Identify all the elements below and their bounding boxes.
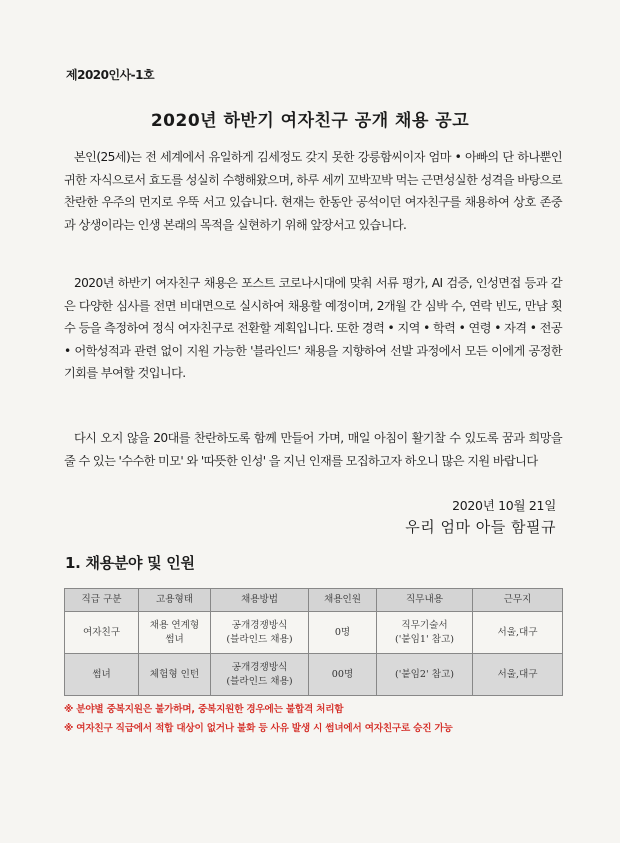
signer-name: 우리 엄마 아들 함필규 <box>405 518 556 536</box>
recruitment-table <box>64 588 563 696</box>
section-title-recruitment: 1. 채용분야 및 인원 <box>65 554 195 572</box>
header-rank: 직급 구분 <box>65 589 139 612</box>
cell-method: 공개경쟁방식 (블라인드 채용) <box>211 612 309 654</box>
cell-rank: 여자친구 <box>65 612 139 654</box>
header-employment-type: 고용형태 <box>139 589 211 612</box>
cell-rank: 썸녀 <box>65 654 139 696</box>
header-duties: 직무내용 <box>377 589 473 612</box>
cell-duties: ('붙임2' 참고) <box>377 654 473 696</box>
table-header-row <box>65 589 563 612</box>
cell-location: 서울,대구 <box>473 654 563 696</box>
cell-headcount: 0명 <box>309 612 377 654</box>
notes <box>64 700 584 738</box>
header-headcount: 채용인원 <box>309 589 377 612</box>
page-title: 2020년 하반기 여자친구 공개 채용 공고 <box>150 111 470 131</box>
document-number: 제2020인사-1호 <box>66 68 155 82</box>
header-method: 채용방법 <box>211 589 309 612</box>
cell-headcount: 00명 <box>309 654 377 696</box>
announcement-date: 2020년 10월 21일 <box>452 498 556 513</box>
note-promotion: ※ 여자친구 직급에서 적합 대상이 없거나 불화 등 사유 발생 시 썸녀에서 여자친구로 승진 가능 <box>64 723 453 734</box>
cell-method: 공개경쟁방식 (블라인드 채용) <box>211 654 309 696</box>
process-paragraph: 2020년 하반기 여자친구 채용은 포스트 코로나시대에 맞춰 서류 평가, AI 검증, 인성면접 등과 같은 다양한 심사를 전면 비대면으로 실시하여 채용할 예정이며, 2개월 간 심박 수, 연락 빈도, 만남 횟수 등을 측정하여 정식 여자친구로 전환할 계획입니다. 또한 경력 • 지역 • 학력 • 연령 • 자격 • 전공 • 어학성적과 관련 없이 지원 가능한 '블라인드' 채용을 지향하여 선발 과정에서 모든 이에게 공정한 기회를 부여할 것입니다. <box>64 276 562 381</box>
cell-employment-type: 체험형 인턴 <box>139 654 211 696</box>
closing-paragraph: 다시 오지 않을 20대를 찬란하도록 함께 만들어 가며, 매일 아침이 활기찰 수 있도록 꿈과 희망을 줄 수 있는 '수수한 미모' 와 '따뜻한 인성' 을 지닌 인재를 모집하고자 하오니 많은 지원 바랍니다 <box>64 431 562 468</box>
intro-paragraph: 본인(25세)는 전 세계에서 유일하게 김세정도 갖지 못한 강릉함씨이자 엄마 • 아빠의 단 하나뿐인 귀한 자식으로서 효도를 성실히 수행해왔으며, 하루 세끼 꼬박꼬박 먹는 근면성실한 성격을 바탕으로 찬란한 우주의 먼지로 우뚝 서고 있습니다. 현재는 한동안 공석이던 여자친구를 채용하여 상호 존중과 상생이라는 인생 본래의 목적을 실현하기 위해 앞장서고 있습니다. <box>64 150 562 232</box>
cell-location: 서울,대구 <box>473 612 563 654</box>
note-duplicate-application: ※ 분야별 중복지원은 불가하며, 중복지원한 경우에는 불합격 처리함 <box>64 704 344 715</box>
cell-employment-type: 채용 연계형 썸녀 <box>139 612 211 654</box>
header-location: 근무지 <box>473 589 563 612</box>
cell-duties: 직무기술서 ('붙임1' 참고) <box>377 612 473 654</box>
table-row <box>65 654 563 696</box>
table-row <box>65 612 563 654</box>
